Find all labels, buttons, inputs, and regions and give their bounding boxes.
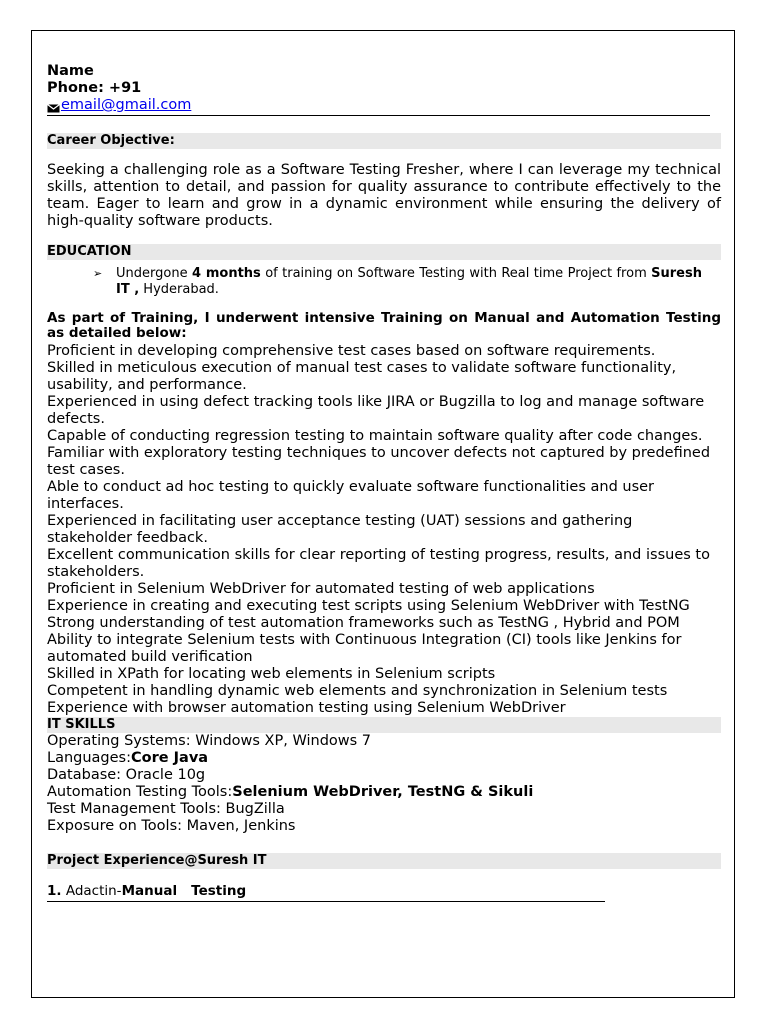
contact-block (47, 63, 721, 116)
project-title: 1. Adactin-Manual Testing (47, 883, 247, 899)
skill-os: Operating Systems: Windows XP, Windows 7 (47, 733, 372, 749)
skill-test-management: Test Management Tools: BugZilla (47, 801, 285, 817)
training-item: Competent in handling dynamic web elements and synchronization in Selenium tests (47, 683, 668, 699)
resume-content (47, 63, 721, 902)
training-item: Experienced in facilitating user acceptance testing (UAT) sessions and gathering stakeholder feedback. (47, 513, 633, 546)
phone-number: Phone: +91 (47, 80, 142, 96)
training-item: Capable of conducting regression testing to maintain software quality after code changes. (47, 428, 703, 444)
training-item: Proficient in developing comprehensive test cases based on software requirements. (47, 343, 656, 359)
email-link[interactable]: email@gmail.com (61, 97, 192, 113)
training-heading: As part of Training, I underwent intensive Training on Manual and Automation Testing as detailed below: (47, 310, 721, 341)
training-item: Familiar with exploratory testing techniques to uncover defects not captured by predefined test cases. (47, 445, 711, 478)
skill-exposure: Exposure on Tools: Maven, Jenkins (47, 818, 296, 834)
training-item: Strong understanding of test automation frameworks such as TestNG , Hybrid and POM (47, 615, 680, 631)
education-heading: EDUCATION (47, 244, 721, 260)
arrow-bullet-icon: ➢ (93, 267, 103, 280)
training-item: Experienced in using defect tracking tools like JIRA or Bugzilla to log and manage software defects. (47, 394, 705, 427)
training-item: Proficient in Selenium WebDriver for automated testing of web applications (47, 581, 595, 597)
training-item: Experience in creating and executing test scripts using Selenium WebDriver with TestNG (47, 598, 690, 614)
career-objective-heading: Career Objective: (47, 133, 721, 149)
project-heading: Project Experience@Suresh IT (47, 853, 721, 869)
header-divider (47, 115, 710, 116)
skill-automation-tools: Automation Testing Tools:Selenium WebDriver, TestNG & Sikuli (47, 784, 534, 800)
it-skills-block (47, 733, 721, 835)
training-item: Skilled in XPath for locating web elements in Selenium scripts (47, 666, 496, 682)
project-divider (47, 901, 605, 902)
training-item: Experience with browser automation testing using Selenium WebDriver (47, 700, 566, 716)
email-row (47, 97, 721, 114)
it-skills-heading: IT SKILLS (47, 717, 721, 733)
training-item: Able to conduct ad hoc testing to quickly evaluate software functionalities and user interfaces. (47, 479, 655, 512)
training-item: Excellent communication skills for clear reporting of testing progress, results, and issues to stakeholders. (47, 547, 710, 580)
education-item-text: Undergone 4 months of training on Software Testing with Real time Project from Suresh IT , Hyderabad. (116, 266, 702, 297)
envelope-icon (47, 101, 60, 110)
candidate-name: Name (47, 63, 94, 79)
education-item (47, 266, 721, 298)
training-list (47, 343, 721, 717)
skill-database: Database: Oracle 10g (47, 767, 206, 783)
career-objective-text: Seeking a challenging role as a Software Testing Fresher, where I can leverage my technical skills, attention to detail, and passion for quality assurance to contribute effectively to the team. Eager to learn and grow in a dynamic environment while ensuring the delivery of high-quality software products. (47, 162, 721, 229)
training-item: Ability to integrate Selenium tests with Continuous Integration (CI) tools like Jenkins for automated build verification (47, 632, 682, 665)
skill-languages: Languages:Core Java (47, 750, 209, 766)
training-item: Skilled in meticulous execution of manual test cases to validate software functionality, usability, and performance. (47, 360, 677, 393)
education-list (47, 266, 721, 298)
